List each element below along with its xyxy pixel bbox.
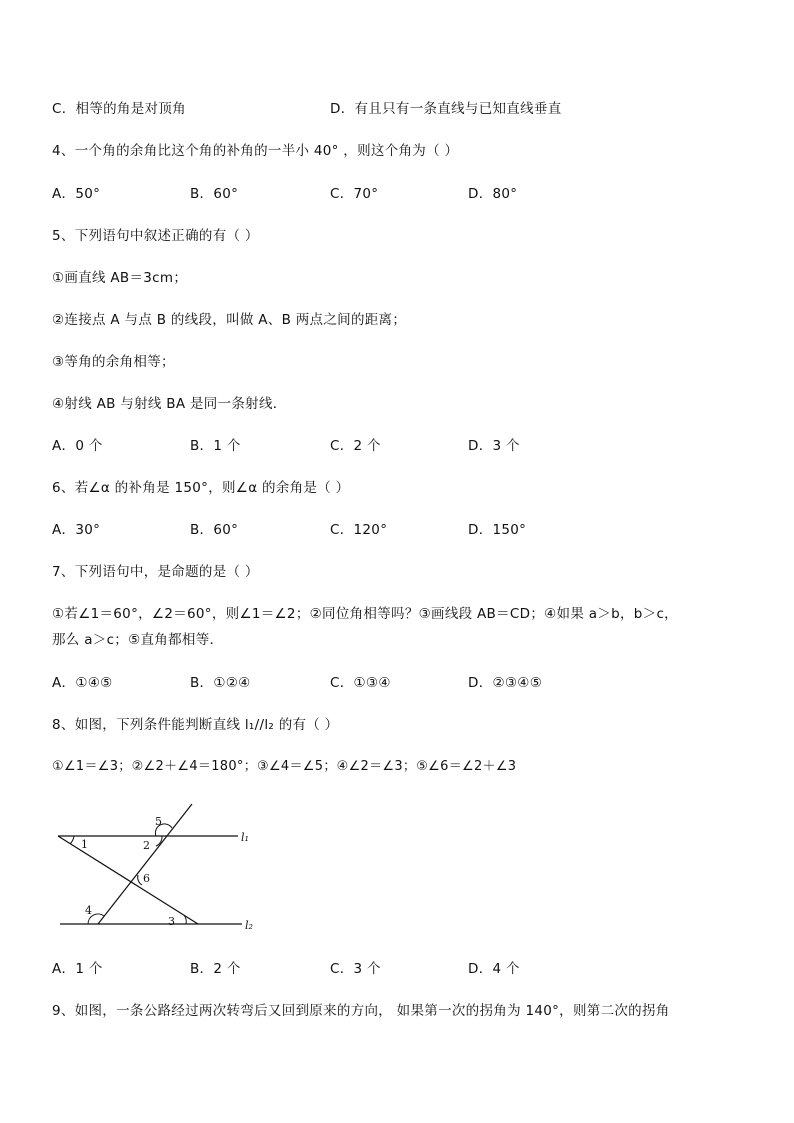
q7-option-d: D．②③④⑤ xyxy=(468,675,543,691)
q4-stem: 4、一个角的余角比这个角的补角的一半小 40° ，则这个角为（ ） xyxy=(52,143,459,159)
arc-angle-6 xyxy=(138,875,142,885)
q3-option-c: C．相等的角是对顶角 xyxy=(52,101,186,117)
label-angle-3: 3 xyxy=(168,915,175,928)
q7-option-c: C．①③④ xyxy=(330,675,391,691)
transversal-2 xyxy=(58,836,198,924)
q7-option-b: B．①②④ xyxy=(190,675,251,691)
label-angle-5: 5 xyxy=(155,815,162,828)
q4-option-d: D．80° xyxy=(468,186,518,202)
q7-body-line2: 那么 a＞c；⑤直角都相等． xyxy=(52,632,224,648)
transversal-1 xyxy=(98,804,192,924)
q7-option-a: A．①④⑤ xyxy=(52,675,113,691)
q5-option-c: C．2 个 xyxy=(330,438,381,454)
q5-statement-4: ④射线 AB 与射线 BA 是同一条射线． xyxy=(52,396,287,412)
q8-option-b: B．2 个 xyxy=(190,961,241,977)
q8-stem: 8、如图，下列条件能判断直线 l₁//l₂ 的有（ ） xyxy=(52,717,339,733)
q5-stem: 5、下列语句中叙述正确的有（ ） xyxy=(52,228,259,244)
q8-option-d: D．4 个 xyxy=(468,961,520,977)
q6-option-d: D．150° xyxy=(468,522,527,538)
q8-conditions: ①∠1＝∠3；②∠2＋∠4＝180°；③∠4＝∠5；④∠2＝∠3；⑤∠6＝∠2＋∠3 xyxy=(52,759,517,774)
label-l1: l₁ xyxy=(241,831,249,844)
q4-option-c: C．70° xyxy=(330,186,379,202)
q5-statement-3: ③等角的余角相等； xyxy=(52,354,175,370)
q8-option-a: A．1 个 xyxy=(52,961,103,977)
q3-option-d: D．有且只有一条直线与已知直线垂直 xyxy=(330,101,562,117)
q5-option-b: B．1 个 xyxy=(190,438,241,454)
arc-angle-1 xyxy=(70,836,74,844)
arc-angle-2 xyxy=(156,836,162,846)
q5-option-a: A．0 个 xyxy=(52,438,103,454)
label-angle-4: 4 xyxy=(85,904,92,917)
q8-option-c: C．3 个 xyxy=(330,961,381,977)
parallel-lines-figure xyxy=(52,798,272,938)
q6-option-c: C．120° xyxy=(330,522,388,538)
q4-option-a: A．50° xyxy=(52,186,101,202)
q6-stem: 6、若∠α 的补角是 150°，则∠α 的余角是（ ） xyxy=(52,480,350,496)
q5-statement-2: ②连接点 A 与点 B 的线段，叫做 A、B 两点之间的距离； xyxy=(52,312,407,328)
q7-body-line1: ①若∠1＝60°，∠2＝60°，则∠1＝∠2；②同位角相等吗？③画线段 AB＝CD；④如果 a＞b，b＞c， xyxy=(52,606,678,622)
label-angle-2: 2 xyxy=(143,839,150,852)
label-angle-6: 6 xyxy=(143,872,150,885)
label-angle-1: 1 xyxy=(81,838,88,851)
q7-stem: 7、下列语句中，是命题的是（ ） xyxy=(52,564,259,580)
q6-option-b: B．60° xyxy=(190,522,239,538)
q4-option-b: B．60° xyxy=(190,186,239,202)
q6-option-a: A．30° xyxy=(52,522,101,538)
q9-stem: 9、如图，一条公路经过两次转弯后又回到原来的方向， 如果第一次的拐角为 140°，则第二次的拐角 xyxy=(52,1003,670,1019)
q5-option-d: D．3 个 xyxy=(468,438,520,454)
label-l2: l₂ xyxy=(245,919,253,932)
q5-statement-1: ①画直线 AB＝3cm； xyxy=(52,270,188,286)
